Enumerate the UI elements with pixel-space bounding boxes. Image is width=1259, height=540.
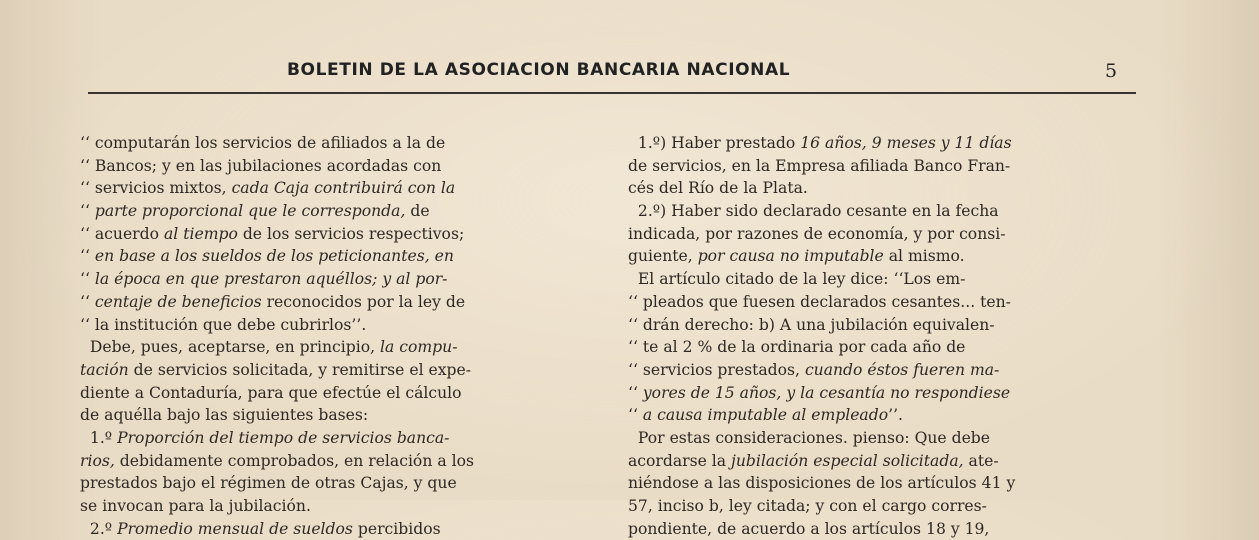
italic-text-segment: centaje de beneficios — [94, 292, 262, 311]
text-line — [628, 359, 1148, 382]
text-line — [80, 223, 600, 246]
text-line — [628, 472, 1148, 495]
text-line — [628, 200, 1148, 223]
text-line — [628, 518, 1148, 540]
text-segment: de servicios solicitada, y remitirse el expe- — [128, 360, 472, 379]
text-segment: ‘‘ — [628, 406, 643, 425]
text-segment: niéndose a las disposiciones de los artículos 41 y — [628, 474, 1016, 493]
text-segment: se invocan para la jubilación. — [80, 497, 311, 515]
text-line — [80, 472, 600, 495]
italic-text-segment: Promedio mensual de sueldos — [117, 519, 353, 538]
text-line — [80, 518, 600, 540]
italic-text-segment: la época en que prestaron aquéllos; y al por- — [94, 270, 448, 289]
text-line — [80, 268, 600, 291]
text-line — [80, 291, 600, 314]
text-line — [80, 427, 600, 450]
text-segment: ‘‘ servicios prestados, — [628, 360, 805, 379]
text-segment: de servicios, en la Empresa afiliada Banco Fran- — [628, 156, 1011, 175]
text-line — [628, 450, 1148, 473]
italic-text-segment: jubilación especial solicitada, — [731, 451, 964, 470]
italic-text-segment: por causa no imputable — [697, 247, 884, 266]
text-line — [628, 427, 1148, 450]
text-line — [628, 223, 1148, 246]
text-line — [80, 155, 600, 178]
text-segment: guiente, — [628, 247, 698, 266]
text-line — [628, 245, 1148, 268]
text-segment: ‘‘ Bancos; y en las jubilaciones acordadas con — [80, 156, 442, 175]
text-segment: ‘‘ servicios mixtos, — [80, 179, 232, 198]
text-segment: ate- — [963, 451, 999, 470]
text-segment: debidamente comprobados, en relación a los — [114, 451, 474, 470]
text-line — [80, 200, 600, 223]
italic-text-segment: en base a los sueldos de los peticionantes, en — [94, 247, 454, 266]
text-segment: ‘‘ computarán los servicios de afiliados a la de — [80, 134, 446, 152]
text-segment: percibidos — [352, 519, 441, 538]
italic-text-segment: cuando éstos fueren ma- — [804, 360, 1000, 379]
text-segment: al mismo. — [883, 247, 965, 266]
text-segment: ‘‘ te al 2 % de la ordinaria por cada año de — [628, 338, 966, 357]
text-line — [80, 245, 600, 268]
italic-text-segment: parte proporcional que le corresponda, — [94, 202, 406, 221]
left-text-column — [80, 132, 600, 540]
running-header-title: BOLETIN DE LA ASOCIACION BANCARIA NACIONAL — [287, 60, 791, 80]
text-line — [80, 450, 600, 473]
text-segment: ‘‘ la institución que debe cubrirlos’’. — [80, 315, 367, 334]
italic-text-segment: al tiempo — [163, 224, 238, 243]
text-line — [628, 177, 1148, 200]
italic-text-segment: a causa imputable al empleado — [642, 406, 889, 425]
text-line — [628, 268, 1148, 291]
text-segment: 1.º — [80, 428, 118, 447]
italic-text-segment: cada Caja contribuirá con la — [231, 179, 456, 198]
text-segment: El artículo citado de la ley dice: ‘‘Los em- — [628, 270, 966, 289]
text-segment: de — [405, 202, 430, 221]
header-rule — [88, 92, 1136, 94]
italic-text-segment: yores de 15 años, y la cesantía no respondiese — [642, 383, 1011, 402]
italic-text-segment: la compu- — [380, 338, 458, 357]
text-segment: ‘‘ — [80, 292, 95, 311]
text-line — [628, 291, 1148, 314]
text-segment: ‘‘ pleados que fuesen declarados cesantes... ten- — [628, 292, 1011, 311]
text-segment: Por estas consideraciones. pienso: Que debe — [628, 428, 991, 447]
text-line — [628, 382, 1148, 405]
text-segment: Debe, pues, aceptarse, en principio, — [80, 338, 381, 357]
text-segment: 57, inciso b, ley citada; y con el cargo corres- — [628, 497, 987, 515]
text-segment: 2.º — [80, 519, 118, 538]
text-line — [628, 404, 1148, 427]
text-line — [628, 495, 1148, 518]
text-line — [80, 132, 600, 155]
text-segment: 1.º) Haber prestado — [628, 134, 801, 152]
text-segment: pondiente, de acuerdo a los artículos 18 y 19, — [628, 519, 990, 538]
text-line — [80, 177, 600, 200]
text-segment: de los servicios respectivos; — [237, 224, 465, 243]
text-segment: ‘‘ — [628, 383, 643, 402]
text-segment: reconocidos por la ley de — [261, 292, 466, 311]
italic-text-segment: Proporción del tiempo de servicios banca- — [117, 428, 450, 447]
text-segment: ’’. — [888, 406, 903, 425]
italic-text-segment: 16 años, 9 meses y 11 días — [800, 134, 1012, 152]
text-segment: de aquélla bajo las siguientes bases: — [80, 406, 369, 425]
text-line — [628, 132, 1148, 155]
page-number: 5 — [1105, 60, 1118, 82]
text-segment: ‘‘ drán derecho: b) A una jubilación equivalen- — [628, 315, 995, 334]
italic-text-segment: rios, — [80, 451, 115, 470]
text-line — [628, 314, 1148, 337]
text-line — [80, 359, 600, 382]
text-line — [80, 336, 600, 359]
text-line — [80, 382, 600, 405]
text-segment: acordarse la — [628, 451, 732, 470]
text-line — [80, 314, 600, 337]
text-line — [80, 495, 600, 518]
text-segment: indicada, por razones de economía, y por consi- — [628, 224, 1006, 243]
text-segment: ‘‘ acuerdo — [80, 224, 164, 243]
text-line — [628, 336, 1148, 359]
right-text-column — [628, 132, 1148, 540]
text-line — [628, 155, 1148, 178]
text-segment: ‘‘ — [80, 247, 95, 266]
italic-text-segment: tación — [80, 360, 129, 379]
text-segment: cés del Río de la Plata. — [628, 179, 808, 198]
text-segment: diente a Contaduría, para que efectúe el cálculo — [80, 383, 462, 402]
text-segment: prestados bajo el régimen de otras Cajas, y que — [80, 474, 457, 493]
text-segment: ‘‘ — [80, 202, 95, 221]
text-segment: ‘‘ — [80, 270, 95, 289]
text-line — [80, 404, 600, 427]
text-segment: 2.º) Haber sido declarado cesante en la fecha — [628, 202, 999, 221]
